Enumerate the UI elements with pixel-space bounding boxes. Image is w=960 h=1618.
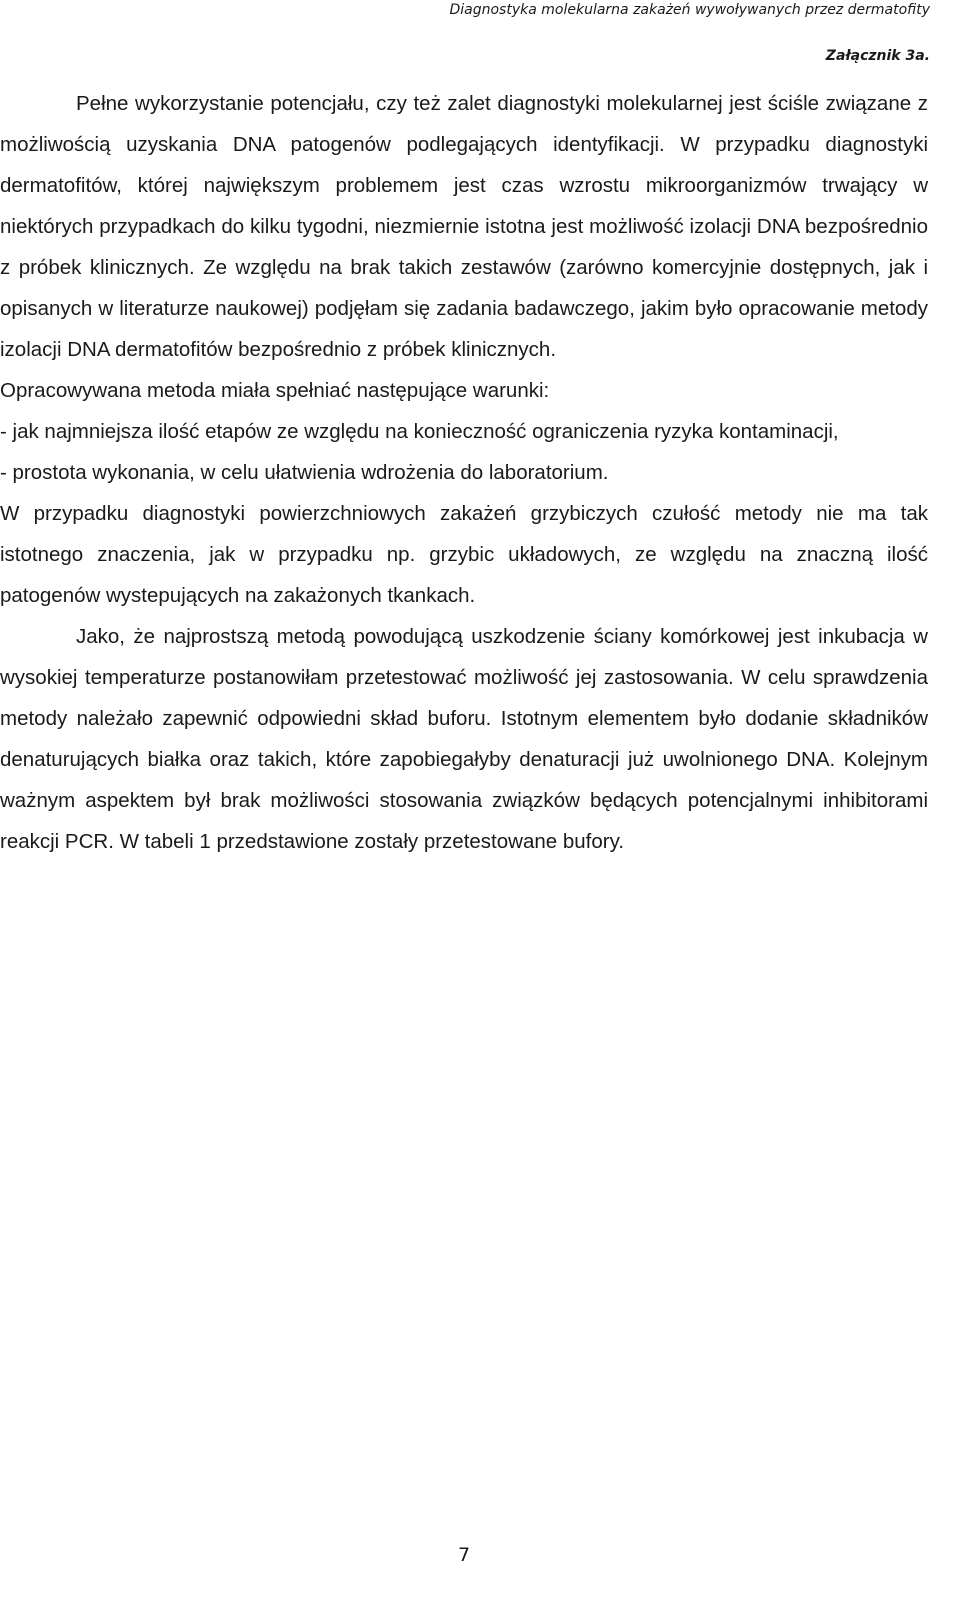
paragraph-buffers: Jako, że najprostszą metodą powodującą uszkodzenie ściany komórkowej jest inkubacja w wysokiej temperaturze postanowiłam przetestować możliwość jej zastosowania. W celu sprawdzenia metody należało zapewnić odpowiedni skład buforu. Istotnym elementem było dodanie składników denaturujących białka oraz takich, które zapobiegałyby denaturacji już uwolnionego DNA. Kolejnym ważnym aspektem był brak możliwości stosowania związków będących potencjalnymi inhibitorami reakcji PCR. W tabeli 1 przedstawione zostały przetestowane bufory. xyxy=(0,625,928,853)
paragraph-intro: Pełne wykorzystanie potencjału, czy też zalet diagnostyki molekularnej jest ściśle związane z możliwością uzyskania DNA patogenów podlegających identyfikacji. W przypadku diagnostyki dermatofitów, której największym problemem jest czas wzrostu mikroorganizmów trwający w niektórych przypadkach do kilku tygodni, niezmiernie istotna jest możliwość izolacji DNA bezpośrednio z próbek klinicznych. Ze względu na brak takich zestawów (zarówno komercyjnie dostępnych, jak i opisanych w literaturze naukowej) podjęłam się zadania badawczego, jakim było opracowanie metody izolacji DNA dermatofitów bezpośrednio z próbek klinicznych. xyxy=(0,92,928,361)
list-item-condition-2: - prostota wykonania, w celu ułatwienia wdrożenia do laboratorium. xyxy=(0,461,609,484)
page-number: 7 xyxy=(457,1544,471,1566)
running-header-title: Diagnostyka molekularna zakażeń wywoływanych przez dermatofity xyxy=(449,2,930,18)
list-item-condition-1: - jak najmniejsza ilość etapów ze względu na konieczność ograniczenia ryzyka kontaminacji, xyxy=(0,420,839,443)
paragraph-sensitivity: W przypadku diagnostyki powierzchniowych zakażeń grzybiczych czułość metody nie ma tak istotnego znaczenia, jak w przypadku np. grzybic układowych, ze względu na znaczną ilość patogenów wystepujących na zakażonych tkankach. xyxy=(0,502,928,607)
paragraph-method-conditions: Opracowywana metoda miała spełniać następujące warunki: xyxy=(0,379,550,402)
document-body xyxy=(0,83,928,862)
annex-label: Załącznik 3a. xyxy=(825,48,930,64)
